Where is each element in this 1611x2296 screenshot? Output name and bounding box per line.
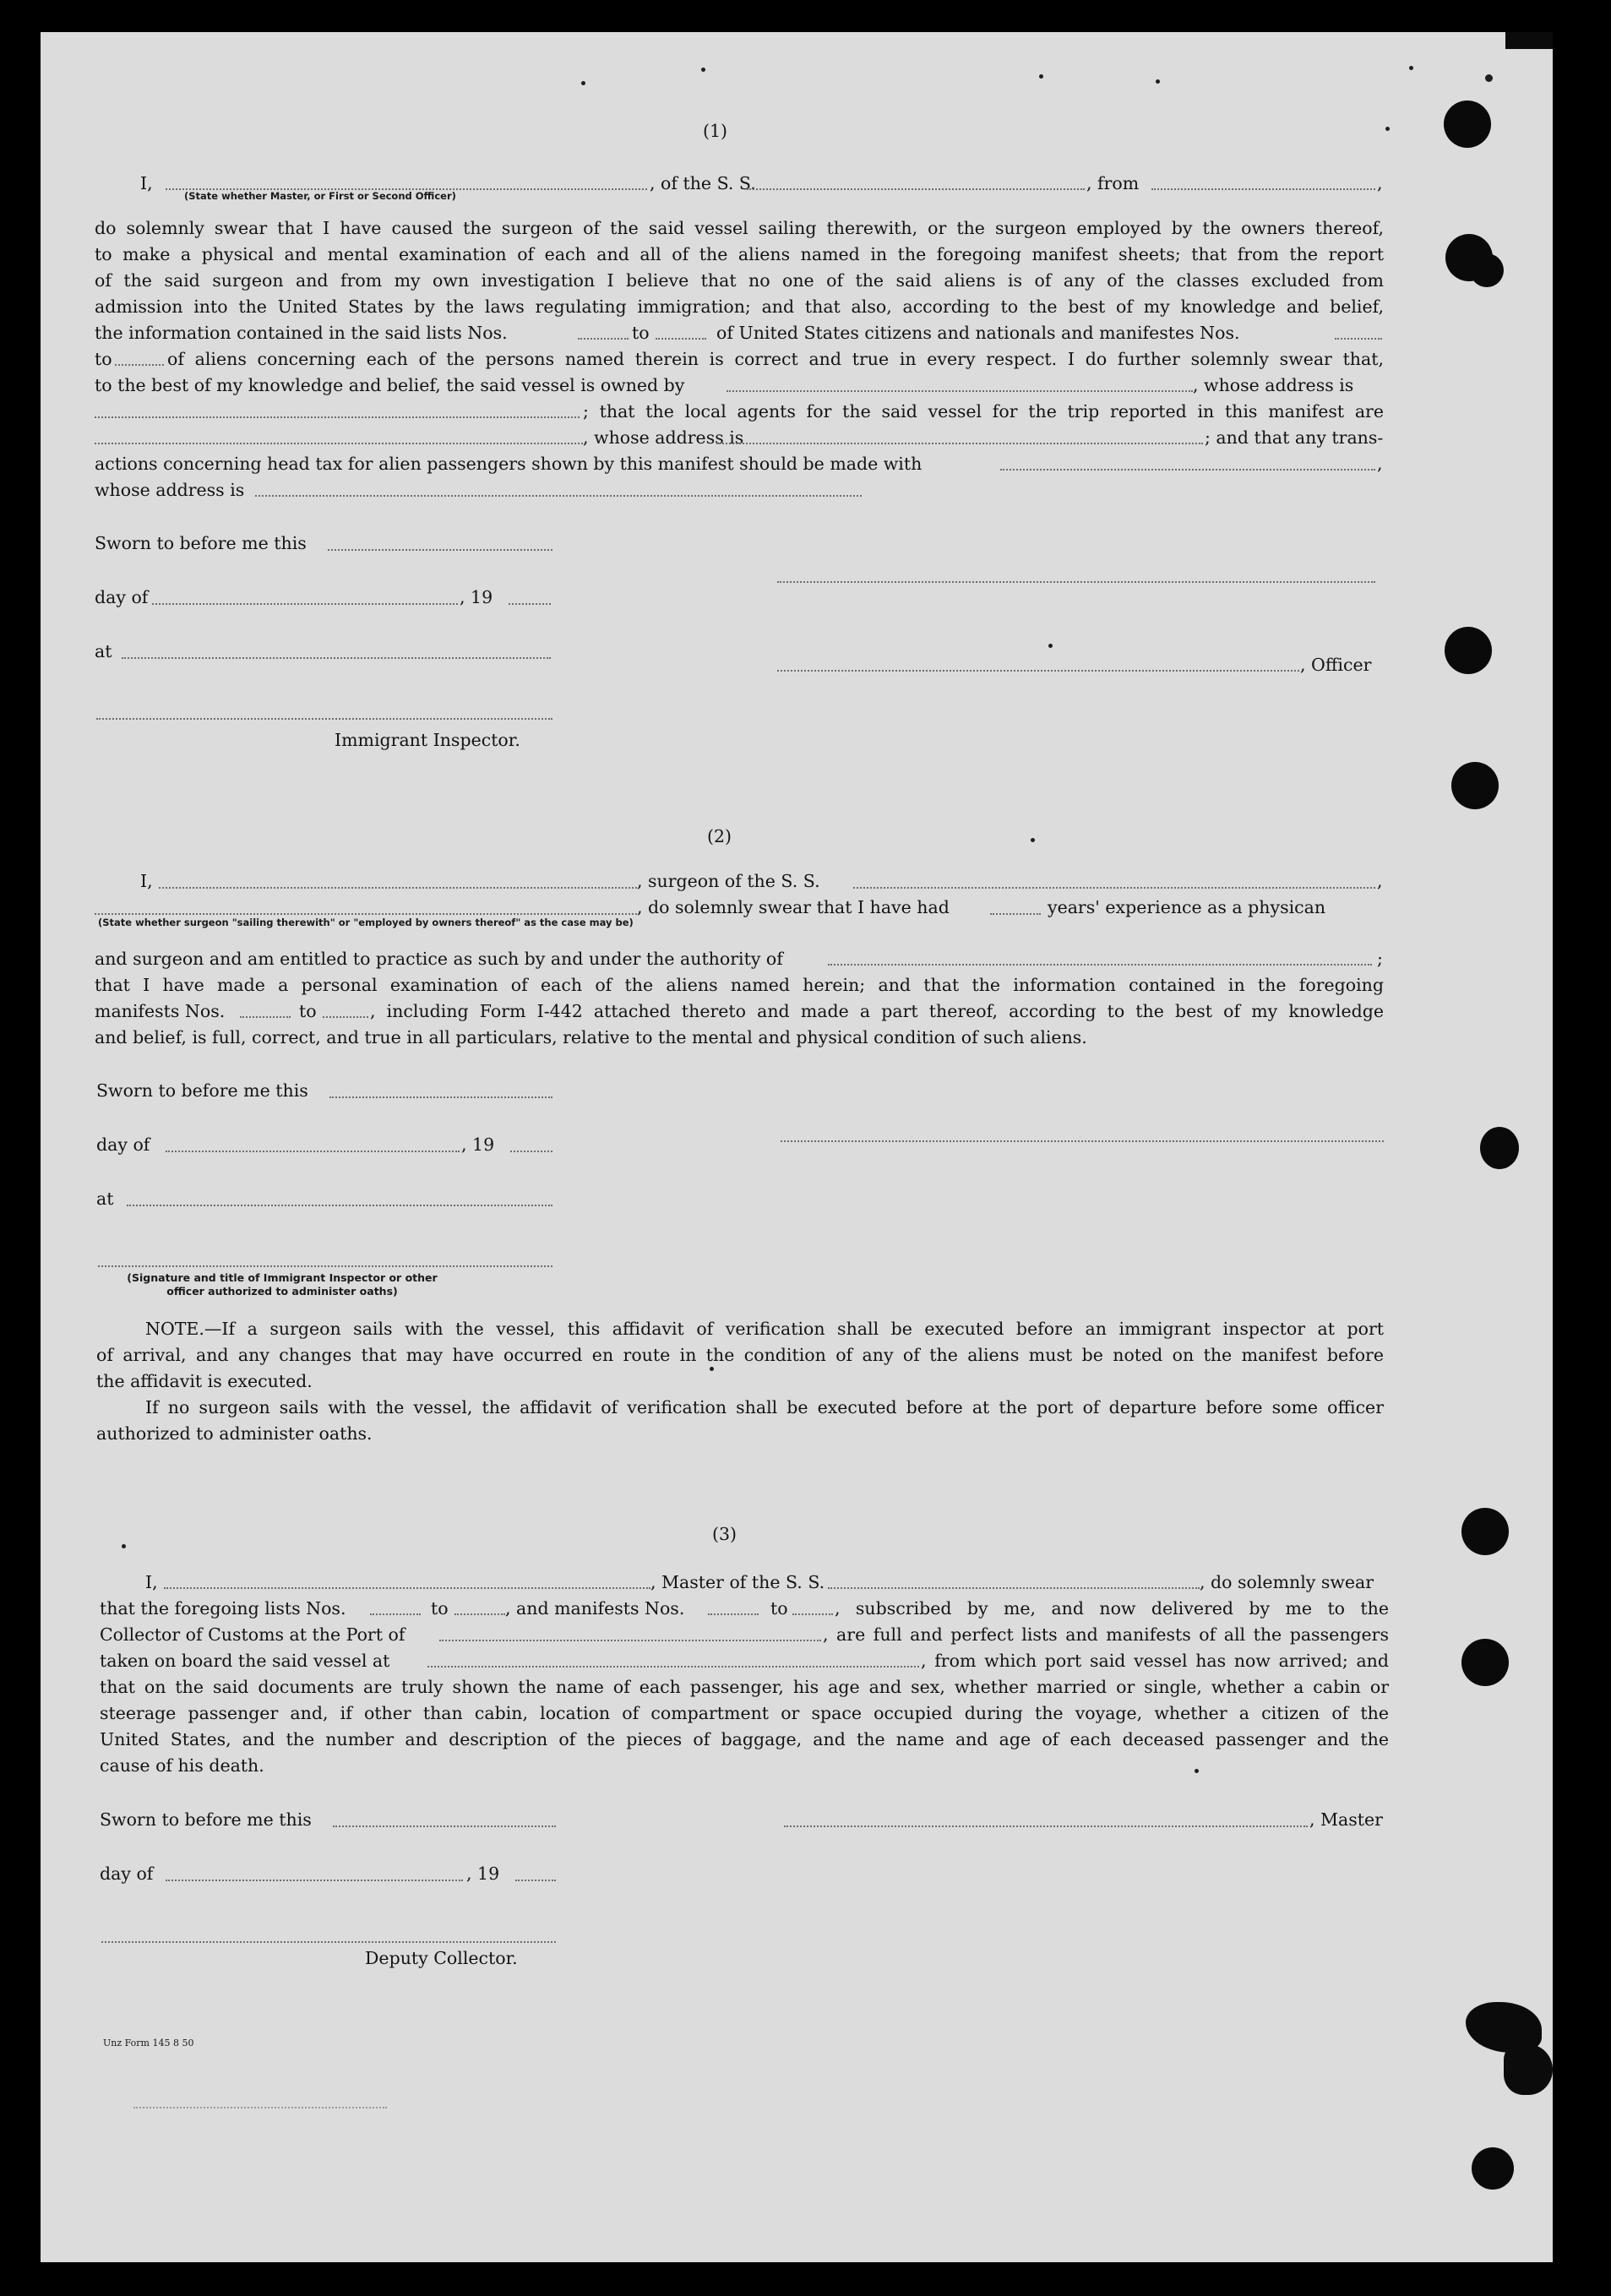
scan-speck [701, 68, 705, 72]
s3-sworn-date-field[interactable] [333, 1825, 556, 1827]
s2-authority-label: and surgeon and am entitled to practice as such by and under the authority of [95, 949, 783, 969]
s2-sworn-label: Sworn to before me this [96, 1080, 308, 1101]
s3-year-field[interactable] [515, 1880, 556, 1881]
punch-hole [1445, 627, 1492, 674]
s3-i-label: I, [145, 1572, 158, 1592]
s1-day-of-field[interactable] [152, 603, 458, 605]
s1-info-to: to [632, 323, 650, 343]
s1-whose-label: whose address is [95, 480, 245, 500]
s3-deputy-signature-field[interactable] [101, 1941, 556, 1943]
s1-owner-address-field[interactable] [95, 416, 580, 418]
s3-manifests-to-field[interactable] [792, 1613, 833, 1615]
s1-manifests-from-field[interactable] [1335, 338, 1382, 340]
s3-taken-label: taken on board the said vessel at [100, 1651, 390, 1671]
punch-hole [1480, 1127, 1519, 1169]
s2-manifests-to: to [299, 1001, 317, 1021]
s1-aliens-to: to [95, 349, 112, 369]
punch-hole [1461, 1639, 1509, 1686]
s1-signature-line[interactable] [777, 581, 1375, 583]
s1-para-line-2: to make a physical and mental examination of each and all of the aliens named in the foregoing manifest sheets; that from the report [95, 244, 1384, 264]
s2-inspector-signature-field[interactable] [98, 1265, 552, 1267]
s3-master-label: , Master of the S. S. [650, 1572, 825, 1592]
section-2-number: (2) [707, 826, 732, 846]
punch-hole [1451, 762, 1499, 809]
s1-agents-address-label: , whose address is [583, 427, 744, 448]
s1-of-ss-label: , of the S. S. [650, 173, 756, 193]
s1-owner-field[interactable] [727, 390, 1193, 392]
s3-para-line-4: cause of his death. [100, 1755, 264, 1776]
s3-lists-label: that the foregoing lists Nos. [100, 1598, 346, 1619]
s2-years-field[interactable] [990, 913, 1041, 915]
scan-speck [1031, 838, 1035, 842]
s1-officer-label: , Officer [1300, 655, 1372, 675]
s3-collector-label: Collector of Customs at the Port of [100, 1624, 405, 1645]
s1-line1-comma: , [1377, 173, 1383, 193]
s2-line1-comma: , [1377, 871, 1383, 891]
s1-para-line-1: do solemnly swear that I have caused the surgeon of the said vessel sailing therewith, or the surgeon employed by the owners thereof, [95, 218, 1384, 238]
s2-signature-line[interactable] [781, 1140, 1384, 1142]
note-line-4: If no surgeon sails with the vessel, the affidavit of verification shall be executed before at the port of departure before some officer [145, 1397, 1384, 1417]
s1-from-label: , from [1086, 173, 1140, 193]
s2-years-label: years' experience as a physican [1048, 897, 1326, 917]
s3-day-of-field[interactable] [166, 1880, 463, 1881]
s3-arrived-text: , from which port said vessel has now arrived; and [921, 1651, 1389, 1671]
note-line-3: the affidavit is executed. [96, 1371, 313, 1391]
s1-sworn-date-field[interactable] [328, 549, 552, 551]
s1-trans-text: ; and that any trans- [1205, 427, 1384, 448]
s3-para-line-3: United States, and the number and description of the pieces of baggage, and the name and age of each deceased passenger and the [100, 1729, 1389, 1749]
s1-info-label: the information contained in the said lists Nos. [95, 323, 508, 343]
s3-port-field[interactable] [439, 1640, 821, 1641]
section-3-number: (3) [712, 1524, 737, 1544]
s1-year-field[interactable] [509, 603, 551, 605]
s3-master-name-field[interactable] [164, 1587, 650, 1589]
s3-lists-to: to [431, 1598, 449, 1619]
footer-faint-line [133, 2107, 387, 2108]
s2-surgeon-label: , surgeon of the S. S. [637, 871, 820, 891]
s2-at-field[interactable] [127, 1205, 552, 1206]
scan-speck [1039, 74, 1043, 79]
s3-vessel-name-field[interactable] [828, 1587, 1200, 1589]
note-line-2: of arrival, and any changes that may have occurred en route in the condition of any of the aliens must be noted on the manifest before [96, 1345, 1384, 1365]
punch-hole [1444, 101, 1491, 148]
s2-at-label: at [96, 1189, 114, 1209]
scan-speck [710, 1367, 714, 1371]
s2-authority-semicolon: ; [1377, 949, 1383, 969]
s1-at-field[interactable] [122, 657, 551, 659]
scan-speck [1485, 74, 1493, 82]
scan-damage [1504, 2044, 1553, 2095]
s3-day-of-label: day of [100, 1863, 154, 1884]
s3-manifests-to: to [770, 1598, 788, 1619]
s1-manifests-to-field[interactable] [115, 364, 164, 366]
scan-speck [1156, 79, 1160, 84]
s2-year-label: , 19 [461, 1134, 495, 1155]
s1-owner-address-label: , whose address is [1193, 375, 1354, 395]
punch-hole [1472, 2147, 1514, 2190]
s3-para-line-1: that on the said documents are truly shown the name of each passenger, his age and sex, whether married or single, whether a cabin or [100, 1677, 1389, 1697]
s1-inspector-signature-field[interactable] [96, 718, 552, 720]
s1-lists-to-field[interactable] [656, 338, 706, 340]
scan-edge-corner [1505, 32, 1553, 49]
s3-deputy-label: Deputy Collector. [365, 1948, 518, 1968]
form-page [41, 32, 1553, 2262]
s2-signature-note: (Signature and title of Immigrant Inspector or other officer authorized to administer oaths) [127, 1271, 438, 1298]
s2-swear-label: , do solemnly swear that I have had [637, 897, 950, 917]
s1-at-label: at [95, 641, 112, 661]
s2-including-text: , including Form I-442 attached thereto and made a part thereof, according to the best of my knowledge [370, 1001, 1384, 1021]
s3-lists-from-field[interactable] [370, 1613, 421, 1615]
scan-speck [581, 81, 585, 85]
s1-agents-text: ; that the local agents for the said vessel for the trip reported in this manifest are [583, 401, 1384, 422]
s2-manifests-label: manifests Nos. [95, 1001, 226, 1021]
s2-vessel-name-field[interactable] [853, 887, 1375, 889]
s3-para-line-2: steerage passenger and, if other than cabin, location of compartment or space occupied during the voyage, whether a citizen of the [100, 1703, 1389, 1723]
s2-exam-line: that I have made a personal examination of each of the aliens named herein; and that the information contained in the foregoing [95, 975, 1384, 995]
s1-owned-label: to the best of my knowledge and belief, the said vessel is owned by [95, 375, 685, 395]
punch-hole [1461, 1508, 1509, 1555]
s1-sworn-label: Sworn to before me this [95, 533, 307, 553]
s2-sworn-date-field[interactable] [329, 1096, 552, 1098]
s2-manifests-from-field[interactable] [240, 1016, 291, 1018]
s1-officer-signature-field[interactable] [777, 670, 1299, 672]
note-line-5: authorized to administer oaths. [96, 1423, 373, 1444]
s3-sworn-label: Sworn to before me this [100, 1809, 312, 1830]
s1-agents-field[interactable] [95, 443, 583, 444]
s2-surgeon-name-field[interactable] [159, 887, 637, 889]
s2-manifests-to-field[interactable] [323, 1016, 368, 1018]
punch-hole [1470, 253, 1504, 287]
s2-day-of-field[interactable] [166, 1151, 460, 1152]
s3-year-label: , 19 [466, 1863, 500, 1884]
scan-speck [1195, 1769, 1199, 1773]
s1-aliens-text: of aliens concerning each of the persons named therein is correct and true in every respect. I do further solemnly swear that, [167, 349, 1384, 369]
s2-surgeon-status-field[interactable] [95, 913, 637, 915]
s3-manifests-label: , and manifests Nos. [505, 1598, 685, 1619]
s3-lists-text: , are full and perfect lists and manifests of all the passengers [823, 1624, 1389, 1645]
s1-info-citizens: of United States citizens and nationals and manifestes Nos. [716, 323, 1240, 343]
s1-from-port-field[interactable] [1151, 188, 1375, 190]
note-line-1: NOTE.—If a surgeon sails with the vessel, this affidavit of verification shall be executed before an immigrant inspector at port [145, 1319, 1384, 1339]
s2-i-label: I, [140, 871, 153, 891]
scan-speck [122, 1544, 126, 1548]
s1-head-tax-text: actions concerning head tax for alien passengers shown by this manifest should be made with [95, 454, 923, 474]
s1-lists-from-field[interactable] [578, 338, 629, 340]
s2-year-field[interactable] [510, 1151, 552, 1152]
s3-swear-label: , do solemnly swear [1200, 1572, 1374, 1592]
s1-para-line-3: of the said surgeon and from my own investigation I believe that no one of the said aliens is of any of the classes excluded from [95, 270, 1384, 291]
s2-belief-line: and belief, is full, correct, and true in all particulars, relative to the mental and physical condition of such aliens. [95, 1027, 1087, 1047]
s1-head-tax-field[interactable] [1000, 469, 1375, 471]
s3-master-sign-label: , Master [1309, 1809, 1383, 1830]
s3-taken-port-field[interactable] [427, 1666, 919, 1668]
s3-subscribed-text: , subscribed by me, and now delivered by me to the [835, 1598, 1389, 1619]
scan-speck [1409, 66, 1413, 70]
form-id: Unz Form 145 8 50 [103, 2038, 194, 2048]
scan-speck [1385, 127, 1390, 131]
s3-lists-to-field[interactable] [454, 1613, 505, 1615]
s2-day-of-label: day of [96, 1134, 150, 1155]
s2-surgeon-note: (State whether surgeon "sailing therewith" or "employed by owners thereof" as the case may be) [98, 917, 634, 928]
s2-authority-field[interactable] [828, 964, 1372, 966]
s1-day-of-label: day of [95, 587, 149, 607]
s3-manifests-from-field[interactable] [708, 1613, 759, 1615]
s1-whose-address-field[interactable] [255, 495, 862, 497]
s1-i-label: I, [140, 173, 153, 193]
section-1-number: (1) [703, 121, 728, 141]
s1-agents-address-field[interactable] [716, 443, 1203, 444]
s1-vessel-name-field[interactable] [747, 188, 1085, 190]
s1-para-line-4: admission into the United States by the laws regulating immigration; and that also, according to the best of my knowledge and belief, [95, 297, 1384, 317]
s1-head-tax-comma: , [1377, 454, 1383, 474]
s1-inspector-label: Immigrant Inspector. [335, 730, 520, 750]
s1-year-label: , 19 [460, 587, 493, 607]
s1-officer-note: (State whether Master, or First or Second Officer) [184, 190, 456, 202]
scan-speck [1048, 644, 1053, 648]
s3-master-signature-field[interactable] [784, 1825, 1308, 1827]
